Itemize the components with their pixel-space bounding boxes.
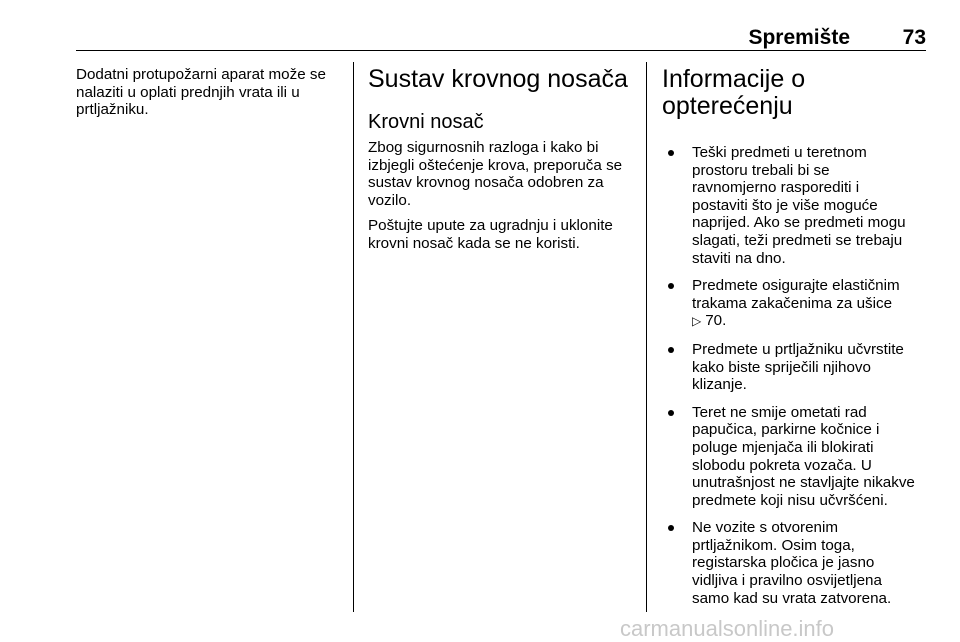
- column-right: [662, 66, 930, 617]
- roof-rack-heading: Sustav krovnog nosača: [368, 65, 628, 93]
- bullet-icon: [668, 525, 674, 531]
- text-line: Poštujte upute za ugradnju i uklonite: [368, 217, 613, 235]
- text-line: poluge mjenjača ili blokirati: [692, 438, 874, 456]
- text-line: Teški predmeti u teretnom: [692, 144, 867, 161]
- loading-info-heading: [662, 66, 930, 120]
- text-line: papučica, parkirne kočnice i: [692, 421, 880, 439]
- text-line: Ne vozite s otvorenim: [692, 519, 839, 537]
- column-divider-1: [353, 62, 354, 612]
- column-middle: [368, 66, 640, 253]
- section-title: Spremište: [748, 26, 850, 49]
- text-line: postaviti što je više moguće: [692, 196, 878, 214]
- text-line: staviti na dno.: [692, 249, 786, 267]
- text-line: sustav krovnog nosača odobren za: [368, 174, 604, 192]
- list-item: [662, 144, 930, 267]
- bullet-icon: [668, 150, 674, 156]
- text-line: slagati, teži predmeti se trebaju: [692, 231, 903, 249]
- text-line: kako biste spriječili njihovo: [692, 358, 871, 376]
- text-line: prtljažniku.: [76, 101, 149, 119]
- list-item: [662, 404, 930, 510]
- text-line: klizanje.: [692, 376, 747, 394]
- text-line: naprijed. Ako se predmeti mogu: [692, 214, 906, 232]
- text-line: Predmete u prtljažniku učvrstite: [692, 340, 904, 358]
- list-item: [662, 277, 930, 331]
- text-line: izbjegli oštećenje krova, preporuča se: [368, 156, 623, 174]
- text-line: prtljažnikom. Osim toga,: [692, 536, 855, 554]
- header-rule: [76, 50, 926, 51]
- page-header: [76, 26, 926, 50]
- fire-extinguisher-paragraph: [76, 66, 346, 119]
- text-line: nalaziti u oplati prednjih vrata ili u: [76, 83, 300, 101]
- text-line: vidljiva i pravilno osvijetljena: [692, 572, 882, 590]
- text-line: krovni nosač kada se ne koristi.: [368, 234, 580, 252]
- page-number: 73: [902, 26, 926, 49]
- heading-line: Informacije o: [662, 65, 806, 93]
- text-line: unutrašnjost ne stavljajte nikakve: [692, 474, 915, 492]
- text-line: Teret ne smije ometati rad: [692, 403, 867, 421]
- roof-rack-paragraph-2: [368, 217, 640, 252]
- text-line: trakama zakačenima za ušice: [692, 294, 893, 312]
- column-left: [76, 66, 346, 119]
- text-line: ravnomjerno rasporediti i: [692, 179, 860, 197]
- roof-rack-paragraph-1: [368, 139, 640, 209]
- text-line: Dodatni protupožarni aparat može se: [76, 66, 326, 83]
- page-reference-arrow-icon: ▷: [692, 314, 702, 329]
- text-line: samo kad su vrata zatvorena.: [692, 589, 892, 607]
- list-item: [662, 519, 930, 607]
- bullet-icon: [668, 347, 674, 353]
- column-divider-2: [646, 62, 647, 612]
- text-line: Predmete osigurajte elastičnim: [692, 277, 900, 295]
- text-line: predmete koji nisu učvršćeni.: [692, 491, 888, 509]
- heading-line: opterećenju: [662, 92, 793, 120]
- watermark: carmanualsonline.info: [620, 616, 835, 641]
- list-item: [662, 341, 930, 394]
- text-line: vozilo.: [368, 191, 412, 209]
- text-line: prostoru trebali bi se: [692, 161, 830, 179]
- page-reference-link[interactable]: 70.: [705, 312, 727, 330]
- text-line: slobodu pokreta vozača. U: [692, 456, 872, 474]
- text-line: Zbog sigurnosnih razloga i kako bi: [368, 139, 599, 156]
- roof-rack-subheading: Krovni nosač: [368, 111, 484, 133]
- bullet-icon: [668, 283, 674, 289]
- loading-info-list: [662, 144, 930, 607]
- bullet-icon: [668, 410, 674, 416]
- text-line: registarska pločica je jasno: [692, 554, 875, 572]
